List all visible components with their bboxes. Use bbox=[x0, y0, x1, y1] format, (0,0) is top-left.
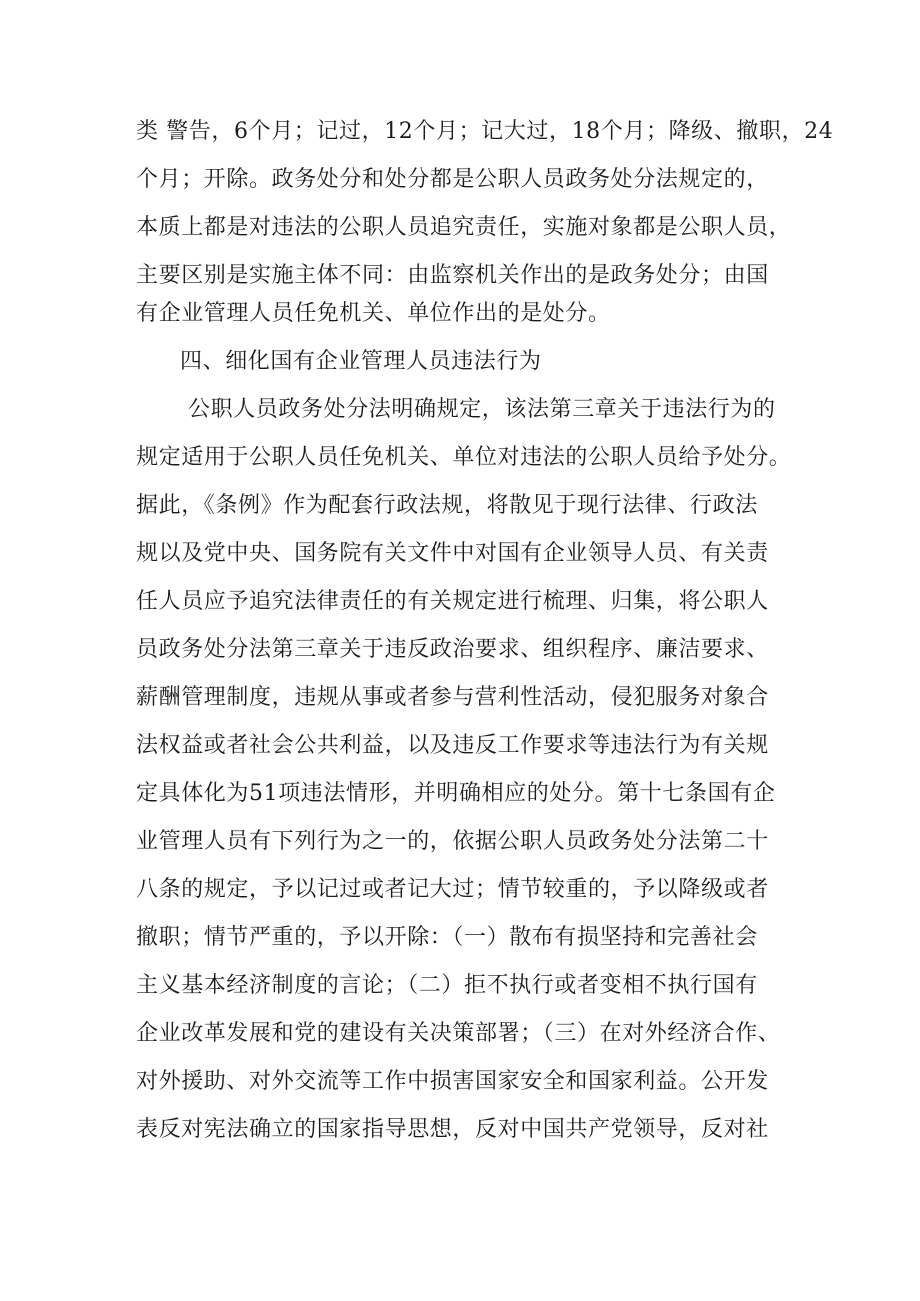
text-line: 类 警告，6个月；记过，12个月；记大过，18个月；降级、撤职，24 bbox=[136, 119, 834, 144]
text-line: 法权益或者社会公共利益，以及违反工作要求等违法行为有关规 bbox=[136, 733, 769, 758]
text-line: 撤职；情节严重的，予以开除：（一）散布有损坚持和完善社会 bbox=[136, 925, 758, 950]
text-line: 个月；开除。政务处分和处分都是公职人员政务处分法规定的， bbox=[136, 167, 769, 192]
text-line: 业管理人员有下列行为之一的，依据公职人员政务处分法第二十 bbox=[136, 829, 769, 854]
text-line: 规以及党中央、国务院有关文件中对国有企业领导人员、有关责 bbox=[136, 541, 769, 566]
text-line: 八条的规定，予以记过或者记大过；情节较重的，予以降级或者 bbox=[136, 877, 769, 902]
text-line: 企业改革发展和党的建设有关决策部署；（三）在对外经济合作、 bbox=[136, 1021, 781, 1046]
text-line: 主要区别是实施主体不同：由监察机关作出的是政务处分；由国 bbox=[136, 263, 769, 288]
text-line: 表反对宪法确立的国家指导思想，反对中国共产党领导，反对社 bbox=[136, 1117, 769, 1142]
text-line: 对外援助、对外交流等工作中损害国家安全和国家利益。公开发 bbox=[136, 1069, 769, 1094]
text-line: 有企业管理人员任免机关、单位作出的是处分。 bbox=[136, 301, 611, 326]
text-line: 定具体化为51项违法情形，并明确相应的处分。第十七条国有企 bbox=[136, 781, 776, 806]
text-line: 员政务处分法第三章关于违反政治要求、组织程序、廉洁要求、 bbox=[136, 637, 769, 662]
text-line: 任人员应予追究法律责任的有关规定进行梳理、归集，将公职人 bbox=[136, 589, 769, 614]
text-line: 本质上都是对违法的公职人员追究责任，实施对象都是公职人员， bbox=[136, 215, 792, 240]
text-line: 据此，《条例》作为配套行政法规，将散见于现行法律、行政法 bbox=[136, 493, 758, 518]
text-line: 规定适用于公职人员任免机关、单位对违法的公职人员给予处分。 bbox=[136, 445, 792, 470]
section-heading: 四、细化国有企业管理人员违法行为 bbox=[180, 349, 542, 374]
text-line: 公职人员政务处分法明确规定，该法第三章关于违法行为的 bbox=[188, 397, 776, 422]
text-line: 主义基本经济制度的言论；（二）拒不执行或者变相不执行国有 bbox=[136, 973, 758, 998]
text-line: 薪酬管理制度，违规从事或者参与营利性活动，侵犯服务对象合 bbox=[136, 685, 769, 710]
